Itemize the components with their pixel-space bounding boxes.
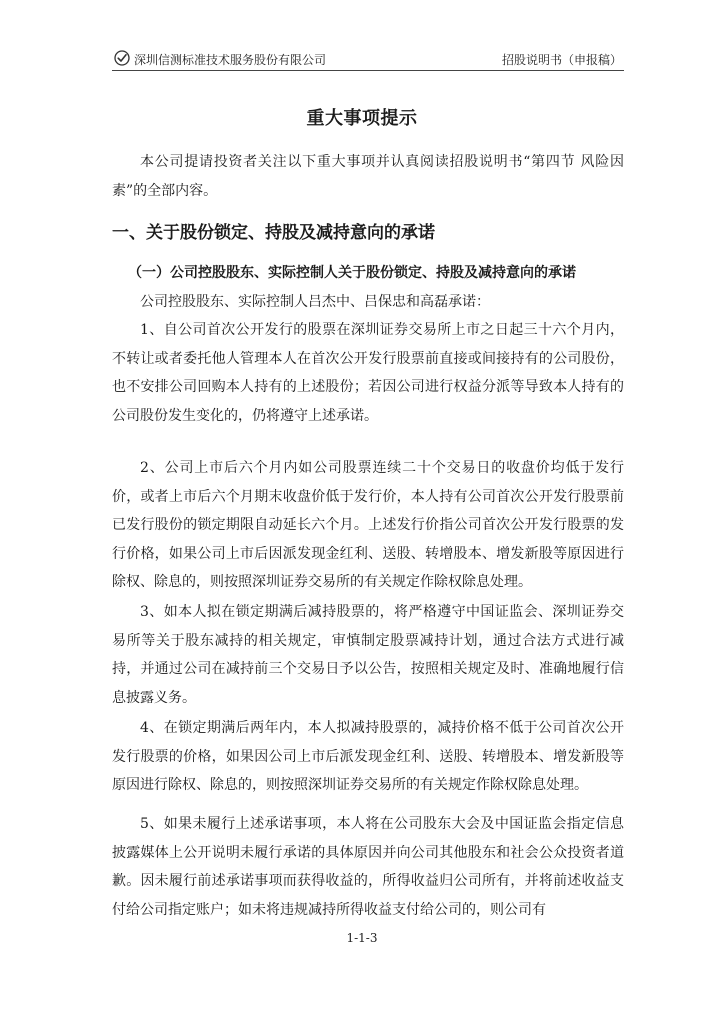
lead-paragraph: 公司控股股东、实际控制人吕杰中、吕保忠和高磊承诺： (140, 294, 490, 310)
company-name: 深圳信测标准技术服务股份有限公司 (134, 53, 327, 67)
commitment-item-4: 4、在锁定期满后两年内，本人拟减持股票的，减持价格不低于公司首次公开发行股票的价格，如果因公司上市后派发现金红利、送股、转增股本、增发新股等原因进行除权、除息的，则按照深圳证券交易所的有关规定作除权除息处理。 (112, 720, 624, 793)
document-type: 招股说明书（申报稿） (501, 53, 622, 67)
section-heading: 一、关于股份锁定、持股及减持意向的承诺 (112, 223, 435, 243)
company-logo-icon (114, 50, 130, 66)
page-header (112, 48, 624, 71)
commitment-item-1: 1、自公司首次公开发行的股票在深圳证券交易所上市之日起三十六个月内，不转让或者委托他人管理本人在首次公开发行股票前直接或间接持有的公司股份，也不安排公司回购本人持有的上述股份；若因公司进行权益分派等导致本人持有的公司股份发生变化的，仍将遵守上述承诺。 (112, 322, 624, 424)
page-number: 1-1-3 (346, 931, 378, 945)
commitment-item-2: 2、公司上市后六个月内如公司股票连续二十个交易日的收盘价均低于发行价，或者上市后六个月期末收盘价低于发行价，本人持有公司首次公开发行股票前已发行股份的锁定期限自动延长六个月。上述发行价指公司首次公开发行股票的发行价格，如果公司上市后因派发现金红利、送股、转增股本、增发新股等原因进行除权、除息的，则按照深圳证券交易所的有关规定作除权除息处理。 (112, 460, 624, 590)
commitment-item-3: 3、如本人拟在锁定期满后减持股票的，将严格遵守中国证监会、深圳证券交易所等关于股东减持的相关规定，审慎制定股票减持计划，通过合法方式进行减持，并通过公司在减持前三个交易日予以公告，按照相关规定及时、准确地履行信息披露义务。 (112, 604, 624, 706)
subsection-heading: （一）公司控股股东、实际控制人关于股份锁定、持股及减持意向的承诺 (128, 265, 576, 281)
intro-paragraph: 本公司提请投资者关注以下重大事项并认真阅读招股说明书“第四节 风险因素”的全部内容。 (112, 154, 624, 199)
commitment-item-5: 5、如果未履行上述承诺事项，本人将在公司股东大会及中国证监会指定信息披露媒体上公开说明未履行承诺的具体原因并向公司其他股东和社会公众投资者道歉。因未履行前述承诺事项而获得收益的，所得收益归公司所有，并将前述收益支付给公司指定账户；如未将违规减持所得收益支付给公司的，则公司有 (112, 816, 624, 918)
page-title: 重大事项提示 (306, 108, 418, 129)
